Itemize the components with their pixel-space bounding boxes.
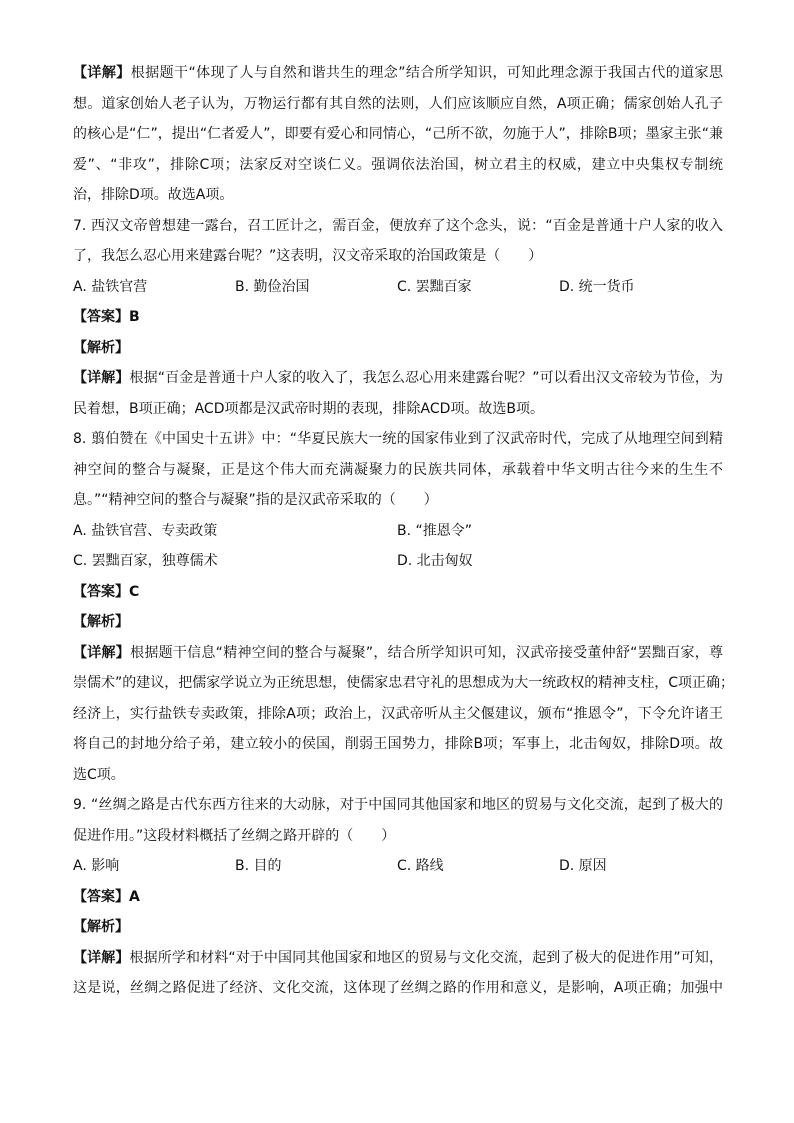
q8-detail-line-3: 经济上，实行盐铁专卖政策，排除A项；政治上，汉武帝听从主父偃建议，颁布“推恩令”，下令允许诸王 (73, 705, 723, 722)
q6-detail-line-1: 【详解】根据题干“体现了人与自然和谐共生的理念”结合所学知识，可知此理念源于我国古代的道家思 (73, 65, 723, 81)
q9-option-c: C. 路线 (397, 858, 444, 874)
detail-tag: 【详解】 (73, 644, 131, 661)
q8-detail-line-5: 选C项。 (73, 766, 125, 783)
q9-stem-line-1: 9. “丝绸之路是古代东西方往来的大动脉，对于中国同其他国家和地区的贸易与文化交流，起到了极大的 (73, 797, 723, 813)
q8-detail-line-4: 将自己的封地分给子弟，建立较小的侯国，削弱王国势力，排除B项；军事上，北击匈奴，排除D项。故 (73, 736, 723, 752)
q8-options-row-1 (73, 516, 723, 547)
q9-detail-line-1: 【详解】根据所学和材料“对于中国同其他国家和地区的贸易与文化交流，起到了极大的促进作用”可知， (73, 949, 723, 966)
q9-options (73, 851, 723, 882)
q8-analysis-heading: 【解析】 (73, 614, 129, 630)
q8-answer: 【答案】C (73, 583, 140, 600)
q7-detail-line-1: 【详解】根据“百金是普通十户人家的收入了，我怎么忍心用来建露台呢？”可以看出汉文帝较为节俭，为 (73, 370, 723, 386)
q9-analysis-heading: 【解析】 (73, 919, 129, 935)
q9-stem-line-2: 促进作用。”这段材料概括了丝绸之路开辟的（ ） (73, 827, 396, 844)
q6-detail-line-5: 治，排除D项。故选A项。 (73, 187, 234, 203)
q7-stem-line-1: 7. 西汉文帝曾想建一露台，召工匠计之，需百金，便放弃了这个念头，说：“百金是普通十户人家的收入 (73, 217, 723, 234)
q8-option-c: C. 罢黜百家，独尊儒术 (73, 553, 218, 569)
q7-answer: 【答案】B (73, 309, 140, 325)
q9-answer: 【答案】A (73, 888, 140, 905)
q8-detail-line-2: 崇儒术”的建议，把儒家学说立为正统思想，使儒家忠君守礼的思想成为大一统政权的精神支柱，C项正确； (73, 675, 735, 691)
q7-option-b: B. 勤俭治国 (235, 278, 310, 295)
q8-option-a: A. 盐铁官营、专卖政策 (73, 522, 218, 539)
q7-stem-line-2: 了，我怎么忍心用来建露台呢？”这表明，汉文帝采取的治国政策是（ ） (73, 248, 543, 264)
q8-stem-line-3: 息。”“精神空间的整合与凝聚”指的是汉武帝采取的（ ） (73, 492, 438, 508)
q8-stem-line-1: 8. 翦伯赞在《中国史十五讲》中：“华夏民族大一统的国家伟业到了汉武帝时代，完成了从地理空间到精 (73, 431, 723, 447)
q8-stem-line-2: 神空间的整合与凝聚，正是这个伟大而充满凝聚力的民族共同体，承载着中华文明古往今来的生生不 (73, 461, 723, 478)
q7-option-d: D. 统一货币 (559, 278, 635, 295)
detail-tag: 【详解】 (73, 949, 130, 966)
document-page (73, 58, 735, 1004)
q9-option-a: A. 影响 (73, 858, 120, 874)
q7-option-c: C. 罢黜百家 (397, 278, 472, 295)
q9-detail-line-2: 这是说，丝绸之路促进了经济、文化交流，这体现了丝绸之路的作用和意义，是影响，A项正确；加强中 (73, 980, 723, 996)
q7-options (73, 272, 723, 303)
q6-detail-line-3: 的核心是“仁”，提出“仁者爱人”，即要有爱心和同情心，“己所不欲，勿施于人”，排除B项；墨家主张“兼 (73, 126, 723, 142)
q8-options-row-2 (73, 546, 723, 577)
q8-detail-line-1: 【详解】根据题干信息“精神空间的整合与凝聚”，结合所学知识可知，汉武帝接受董仲舒“罢黜百家，尊 (73, 644, 724, 661)
q6-detail-line-4: 爱”、“非攻”，排除C项；法家反对空谈仁义。强调依法治国，树立君主的权威，建立中央集权专制统 (73, 156, 723, 173)
q9-option-d: D. 原因 (559, 858, 607, 874)
q7-detail-line-2: 民着想，B项正确；ACD项都是汉武帝时期的表现，排除ACD项。故选B项。 (73, 400, 544, 417)
q7-option-a: A. 盐铁官营 (73, 278, 148, 295)
detail-tag: 【详解】 (73, 65, 131, 81)
detail-tag: 【详解】 (73, 370, 130, 386)
q6-detail-line-2: 想。道家创始人老子认为，万物运行都有其自然的法则，人们应该顺应自然，A项正确；儒家创始人孔子 (73, 95, 723, 112)
q8-option-d: D. 北击匈奴 (397, 553, 473, 569)
q9-option-b: B. 目的 (235, 858, 282, 874)
q8-option-b: B. “推恩令” (397, 522, 473, 539)
q7-analysis-heading: 【解析】 (73, 339, 129, 356)
